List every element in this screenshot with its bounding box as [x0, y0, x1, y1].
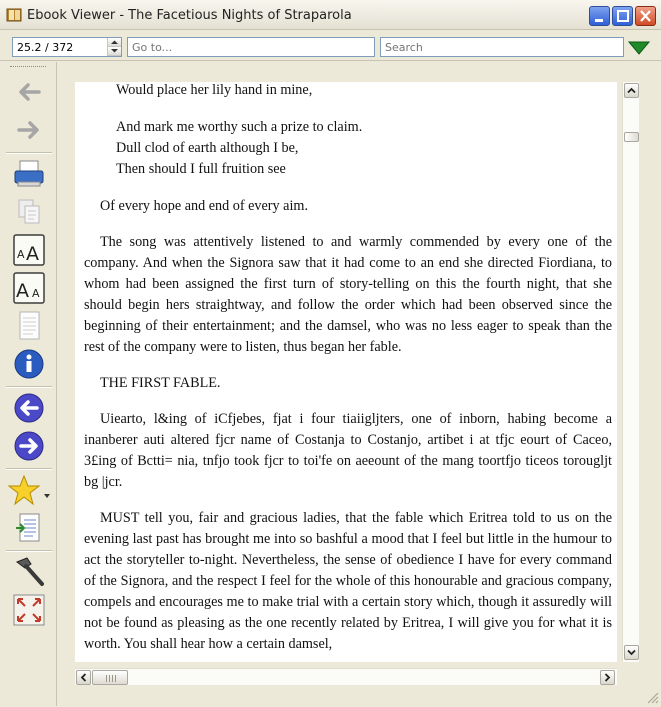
font-smaller-icon [13, 272, 45, 304]
chevron-up-icon [625, 84, 638, 97]
page-position-spinbox[interactable] [12, 37, 122, 57]
next-page-button[interactable] [13, 430, 45, 462]
info-icon [13, 348, 45, 380]
toolbar-grip[interactable] [10, 66, 46, 69]
verse-line: Would place her lily hand in mine, [116, 82, 313, 98]
horizontal-scrollbar[interactable] [75, 668, 617, 685]
paragraph: Uiearto, l&ing of iCfjebes, fjat i four tiaiigljters, one of inborn, habing become a inanberer auti altered fjcr name of Costanja to Costanjo, artibet i at tfjc eourt of Caceo, 3£ing of Bctti= nia, tnfjo took fjcr to toi'fe on aeeount of the mang toortfjo ticeos torougljt bg |jcr. [84, 411, 612, 490]
forward-icon [13, 114, 45, 146]
sidebar-separator [6, 468, 52, 470]
search-input[interactable] [380, 37, 624, 57]
svg-text:A: A [17, 248, 25, 261]
chapter-heading: THE FIRST FABLE. [100, 375, 221, 391]
metadata-button[interactable] [13, 348, 45, 380]
chevron-right-icon [601, 671, 614, 684]
top-toolbar [0, 31, 661, 61]
ebook-app-icon [6, 7, 22, 23]
goto-input[interactable] [127, 37, 375, 57]
vertical-scroll-thumb[interactable] [624, 132, 639, 142]
page-position-value: 25.2 / 372 [17, 41, 74, 54]
spin-down-button[interactable] [108, 47, 121, 56]
toc-icon [13, 310, 45, 342]
copy-icon [13, 196, 45, 228]
maximize-button[interactable] [612, 6, 633, 26]
reference-mode-button[interactable] [13, 512, 45, 544]
toc-button[interactable] [13, 310, 45, 342]
sidebar-separator [6, 152, 52, 154]
back-icon [13, 76, 45, 108]
next-page-icon [13, 430, 45, 462]
minimize-button[interactable] [589, 6, 610, 26]
forward-button[interactable] [13, 114, 45, 146]
spin-down-icon [108, 47, 121, 55]
window-title: Ebook Viewer - The Facetious Nights of Straparola [27, 8, 352, 23]
resize-grip-icon [645, 690, 659, 704]
spin-up-button[interactable] [108, 38, 121, 47]
svg-text:A: A [26, 243, 39, 265]
bookmarks-button[interactable] [8, 474, 52, 506]
horizontal-scroll-thumb[interactable] [92, 670, 128, 685]
svg-text:A: A [16, 280, 29, 302]
maximize-icon [613, 7, 634, 27]
svg-text:A: A [32, 287, 40, 300]
chevron-down-icon [625, 646, 638, 659]
preferences-button[interactable] [13, 556, 45, 588]
minimize-icon [590, 7, 611, 27]
print-button[interactable] [13, 158, 45, 190]
triangle-down-icon [628, 40, 650, 56]
reference-mode-icon [13, 512, 45, 544]
scroll-left-button[interactable] [76, 670, 91, 685]
title-bar [0, 0, 661, 30]
book-page[interactable] [75, 82, 617, 662]
font-smaller-button[interactable] [13, 272, 45, 304]
scroll-up-button[interactable] [624, 83, 639, 98]
book-text [84, 82, 612, 662]
tool-sidebar [0, 62, 57, 706]
back-button[interactable] [13, 76, 45, 108]
vertical-scrollbar[interactable] [622, 82, 639, 662]
resize-grip[interactable] [645, 690, 659, 704]
close-icon [636, 7, 657, 27]
bookmark-icon [8, 474, 52, 506]
paragraph: MUST tell you, fair and gracious ladies, that the fable which Eritrea told to us on the evening last past has brought me into so bashful a mood that I feel but little in the humour to act the storyteller to-night. Nevertheless, the sense of obedience I have for every command of the Signora, and the respect I feel for the whole of this honourable and gracious company, compels and encourages me to make trial with a certain story which, though it assuredly will not be found as pleasing as the one recently related by Eritrea, I will give you for what it is worth. You shall hear how a certain damsel, [84, 510, 612, 652]
paragraph: Of every hope and end of every aim. [100, 198, 308, 214]
close-button[interactable] [635, 6, 656, 26]
font-larger-icon [13, 234, 45, 266]
search-go-button[interactable] [628, 40, 650, 56]
verse-line: And mark me worthy such a prize to claim. [116, 119, 363, 135]
paragraph: The song was attentively listened to and warmly commended by every one of the company. And when the Signora saw that it had come to an end she directed Fiordiana, to whom had been assigned the first turn of story-telling on this the fourth night, that she should begin hers straightway, and follow the order which had been observed since the beginning of their entertainment; and the damsel, who was no less eager to speak than the rest of the company were to listen, thus began her fable. [84, 234, 612, 355]
scroll-right-button[interactable] [600, 670, 615, 685]
hammer-icon [13, 556, 45, 588]
fullscreen-icon [13, 594, 45, 626]
spin-up-icon [108, 38, 121, 46]
copy-button[interactable] [13, 196, 45, 228]
print-icon [13, 158, 45, 190]
chevron-left-icon [77, 671, 90, 684]
sidebar-separator [6, 550, 52, 552]
verse-line: Dull clod of earth although I be, [116, 140, 299, 156]
verse-line: Then should I full fruition see [116, 161, 286, 177]
previous-page-button[interactable] [13, 392, 45, 424]
previous-page-icon [13, 392, 45, 424]
sidebar-separator [6, 386, 52, 388]
fullscreen-button[interactable] [13, 594, 45, 626]
font-larger-button[interactable] [13, 234, 45, 266]
spin-buttons [107, 38, 121, 56]
scroll-down-button[interactable] [624, 645, 639, 660]
